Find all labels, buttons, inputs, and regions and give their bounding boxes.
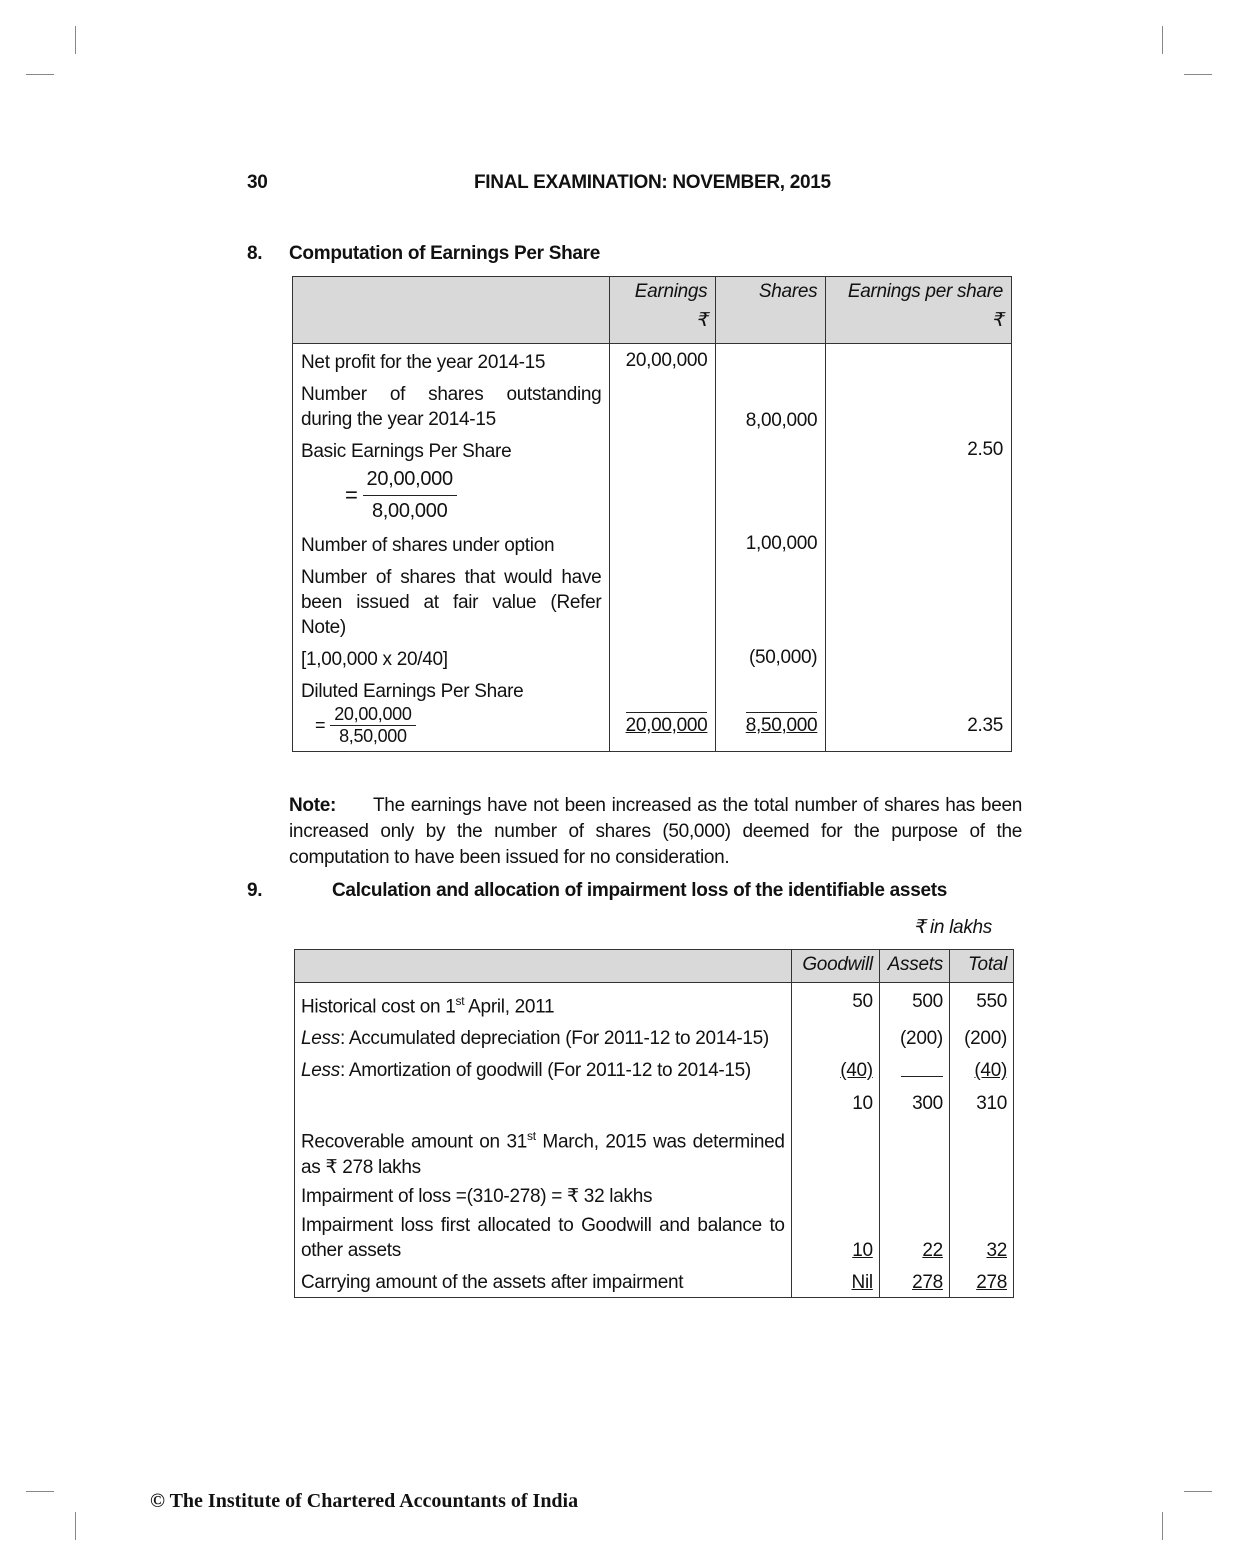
total-cell [949, 1116, 1013, 1179]
shares-cell [716, 344, 826, 376]
table-header-row [295, 950, 1014, 983]
table-row [293, 432, 1012, 523]
goodwill-value: Nil [851, 1271, 873, 1293]
table-header-row [293, 277, 1012, 344]
total-cell: 550 [949, 983, 1013, 1020]
crop-mark [1184, 1491, 1212, 1492]
header-eps [826, 277, 1012, 344]
goodwill-value: 10 [852, 1239, 873, 1261]
assets-cell: 500 [879, 983, 949, 1020]
row-label [295, 1116, 792, 1179]
row-label: Basic Earnings Per Share [301, 441, 512, 462]
crop-mark [26, 74, 54, 75]
label-text: Recoverable amount on 31 [301, 1131, 528, 1153]
fraction [363, 468, 457, 523]
earnings-cell [610, 523, 716, 558]
section-title: Calculation and allocation of impairment loss of the identifiable assets [332, 880, 948, 901]
row-label: Number of shares under option [293, 523, 610, 558]
eps-cell [826, 640, 1012, 672]
assets-value: 22 [922, 1239, 943, 1261]
fraction [330, 704, 415, 747]
total-cell [949, 1209, 1013, 1263]
label-text: : Amortization of goodwill (For 2011-12 to 2014-15) [339, 1060, 751, 1082]
eps-cell [826, 558, 1012, 640]
fraction-numerator: 20,00,000 [363, 468, 457, 496]
total-cell [949, 1180, 1013, 1209]
row-label: Number of shares outstanding during the year 2014-15 [293, 375, 610, 432]
table-row [295, 1051, 1014, 1084]
crop-mark [1162, 26, 1163, 54]
note-label: Note: [289, 795, 337, 816]
goodwill-value: (40) [840, 1060, 873, 1082]
table-row [293, 558, 1012, 640]
table-row [295, 1019, 1014, 1051]
row-label [295, 1180, 792, 1209]
goodwill-cell [791, 1263, 879, 1298]
table-row [293, 672, 1012, 752]
header-label-cell [295, 950, 792, 983]
fraction-numerator: 20,00,000 [330, 704, 415, 726]
label-text: April, 2011 [464, 996, 555, 1018]
shares-cell: (50,000) [716, 640, 826, 672]
table-row [295, 1116, 1014, 1179]
earnings-cell [610, 672, 716, 752]
label-italic: Less [301, 1028, 340, 1050]
total-cell [949, 1051, 1013, 1084]
goodwill-cell [791, 1051, 879, 1084]
currency-symbol: ₹ [695, 310, 708, 331]
table-row [295, 1263, 1014, 1298]
shares-cell [716, 672, 826, 752]
goodwill-cell: 50 [791, 983, 879, 1020]
ordinal-suffix: st [455, 994, 465, 1008]
shares-cell: 8,00,000 [716, 375, 826, 432]
row-label [295, 1209, 792, 1263]
header-assets: Assets [879, 950, 949, 983]
blank-rule [901, 1058, 943, 1077]
label-italic: Less [301, 1060, 340, 1082]
goodwill-cell [791, 1180, 879, 1209]
assets-cell [879, 1263, 949, 1298]
assets-cell [879, 1051, 949, 1084]
goodwill-cell: 10 [791, 1084, 879, 1116]
assets-cell [879, 1116, 949, 1179]
header-total: Total [949, 950, 1013, 983]
earnings-cell [610, 432, 716, 523]
ordinal-suffix: st [527, 1129, 536, 1144]
shares-cell [716, 558, 826, 640]
label-text: Impairment loss first allocated to Goodwill and balance to other assets [301, 1214, 785, 1261]
crop-mark [75, 26, 76, 54]
assets-value: 278 [912, 1271, 943, 1293]
section-number: 8. [247, 243, 263, 264]
fraction-denominator: 8,50,000 [339, 726, 407, 746]
running-title: FINAL EXAMINATION: NOVEMBER, 2015 [474, 172, 831, 193]
row-label [295, 1051, 792, 1084]
header-goodwill: Goodwill [791, 950, 879, 983]
total-cell: 310 [949, 1084, 1013, 1116]
section-title: Computation of Earnings Per Share [289, 243, 601, 264]
table-row [293, 344, 1012, 376]
label-text: March, 2015 was determined as ₹ 278 lakhs [301, 1131, 785, 1178]
total-cell [949, 1263, 1013, 1298]
header-earnings [610, 277, 716, 344]
goodwill-cell [791, 1209, 879, 1263]
total-cell: (200) [949, 1019, 1013, 1051]
assets-cell [879, 1209, 949, 1263]
header-shares [716, 277, 826, 344]
row-label: [1,00,000 x 20/40] [293, 640, 610, 672]
label-text: Historical cost on 1 [301, 996, 456, 1018]
table-row [293, 640, 1012, 672]
table-row [295, 1084, 1014, 1116]
header-earnings-label: Earnings [634, 281, 708, 302]
section-number: 9. [247, 880, 263, 901]
eps-table [292, 276, 1012, 752]
table-row [295, 1209, 1014, 1263]
total-value: 278 [976, 1271, 1007, 1293]
row-label: Number of shares that would have been issued at fair value (Refer Note) [293, 558, 610, 640]
goodwill-cell [791, 1019, 879, 1051]
unit-label: ₹ in lakhs [913, 917, 992, 938]
earnings-cell [610, 558, 716, 640]
earnings-cell [610, 375, 716, 432]
table-row [293, 523, 1012, 558]
earnings-cell: 20,00,000 [610, 344, 716, 376]
header-eps-label: Earnings per share [847, 281, 1003, 302]
equals-sign: = [315, 715, 326, 735]
row-label [295, 983, 792, 1020]
goodwill-cell [791, 1116, 879, 1179]
table-row [295, 983, 1014, 1020]
label-text: Carrying amount of the assets after impairment [301, 1271, 684, 1293]
table-row [293, 375, 1012, 432]
earnings-cell [610, 640, 716, 672]
row-label-cell [293, 432, 610, 523]
eps-cell: 2.35 [826, 672, 1012, 752]
copyright-footer: © The Institute of Chartered Accountants of India [150, 1490, 579, 1512]
eps-cell [826, 375, 1012, 432]
equals-sign: = [345, 482, 358, 508]
row-label [295, 1019, 792, 1051]
assets-cell [879, 1180, 949, 1209]
label-text: : Accumulated depreciation (For 2011-12 to 2014-15) [339, 1028, 769, 1050]
basic-eps-formula [345, 468, 601, 523]
note-paragraph [289, 793, 1022, 871]
table-row [295, 1180, 1014, 1209]
shares-cell: 1,00,000 [716, 523, 826, 558]
crop-mark [1184, 74, 1212, 75]
assets-cell: (200) [879, 1019, 949, 1051]
row-label [295, 1263, 792, 1298]
total-value: 32 [986, 1239, 1007, 1261]
page-number: 30 [247, 172, 268, 193]
crop-mark [1162, 1512, 1163, 1540]
row-label: Net profit for the year 2014-15 [293, 344, 610, 376]
eps-cell [826, 523, 1012, 558]
impairment-table [294, 949, 1014, 1298]
total-value: (40) [974, 1060, 1007, 1082]
currency-symbol: ₹ [991, 310, 1003, 331]
header-label-cell [293, 277, 610, 344]
note-text: The earnings have not been increased as the total number of shares has been increased only by the number of shares (50,000) deemed for the purpose of the computation to have been issued for no consideration. [289, 795, 1022, 868]
row-label [295, 1084, 792, 1116]
diluted-eps-formula [315, 704, 601, 747]
fraction-denominator: 8,00,000 [371, 500, 448, 522]
shares-total: 8,50,000 [746, 712, 818, 737]
label-text: Impairment of loss =(310-278) = ₹ 32 lakhs [301, 1185, 653, 1207]
crop-mark [75, 1512, 76, 1540]
row-label: Diluted Earnings Per Share [301, 681, 524, 702]
header-shares-label: Shares [758, 281, 818, 302]
row-label-cell [293, 672, 610, 752]
eps-cell: 2.50 [826, 432, 1012, 523]
shares-cell [716, 432, 826, 523]
eps-cell [826, 344, 1012, 376]
assets-cell: 300 [879, 1084, 949, 1116]
earnings-total: 20,00,000 [626, 712, 708, 737]
crop-mark [26, 1491, 54, 1492]
